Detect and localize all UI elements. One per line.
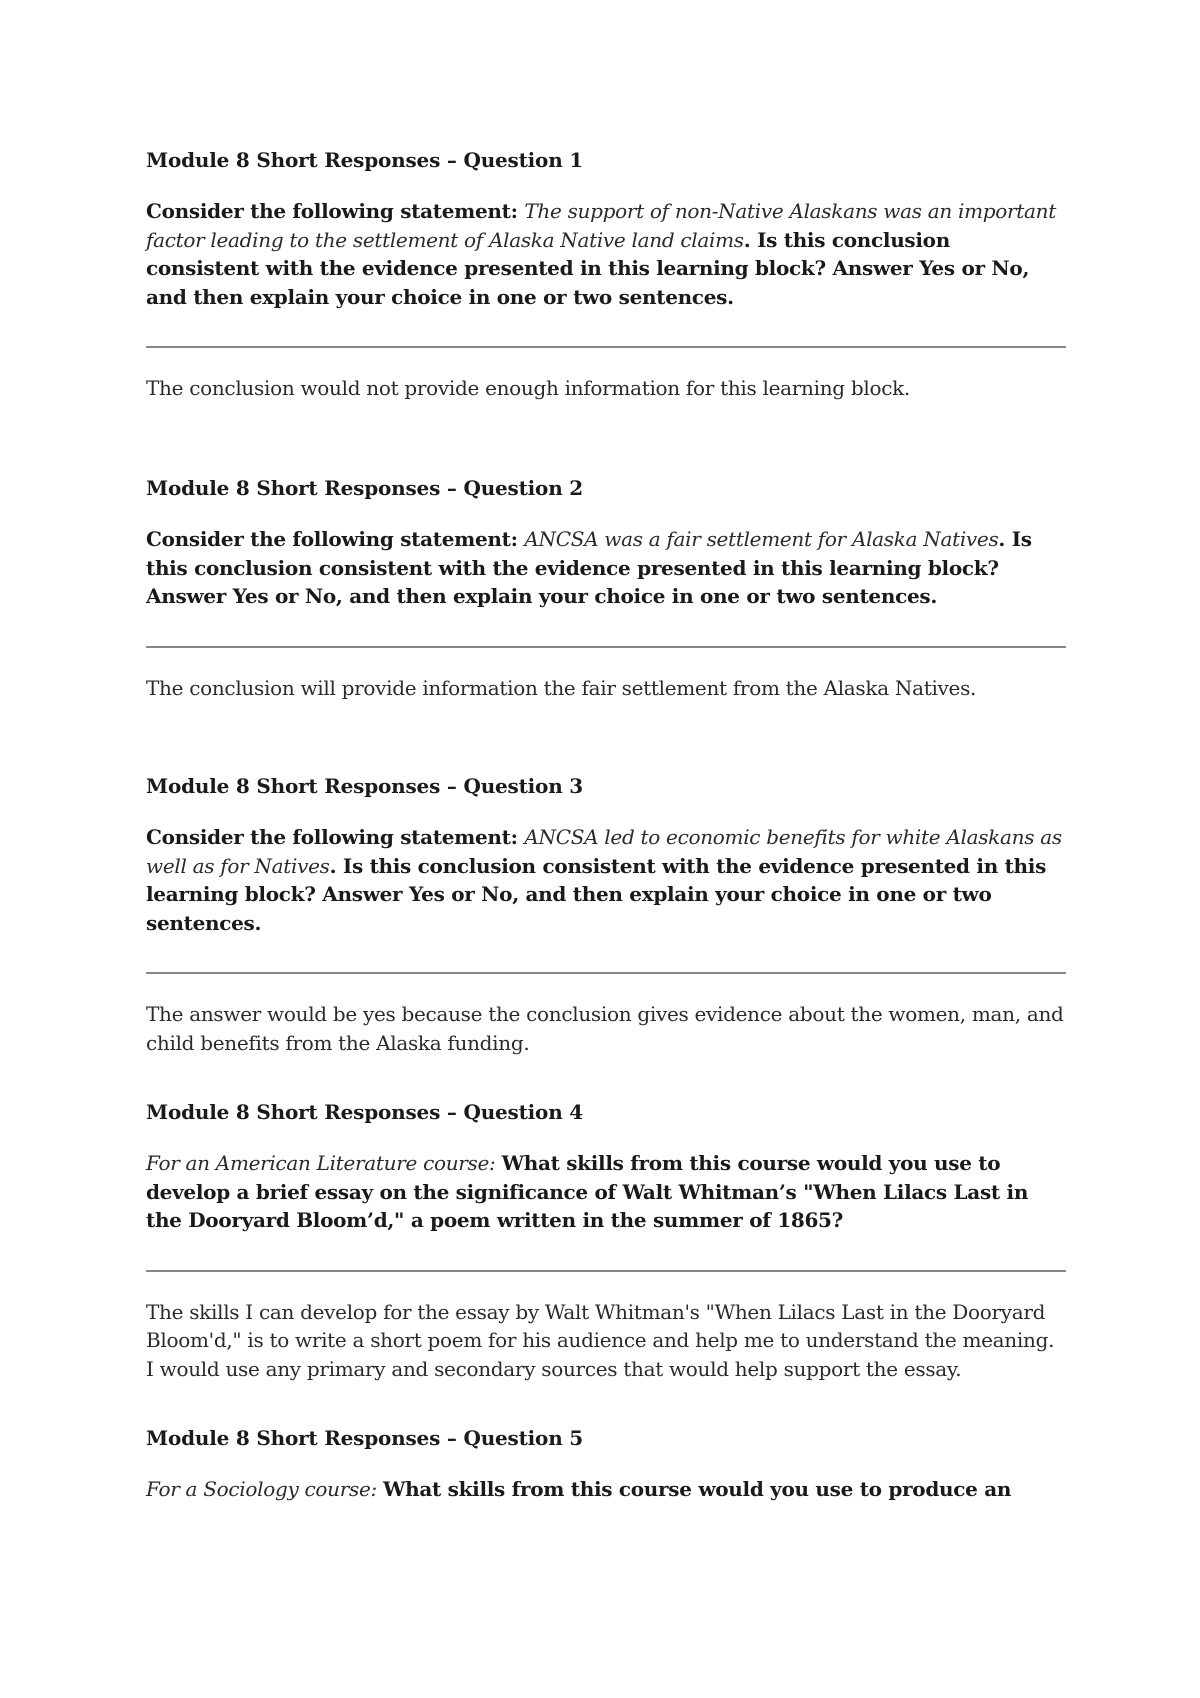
question-2-prompt bbox=[146, 525, 1066, 611]
question-3 bbox=[146, 772, 1066, 1057]
question-5-prompt-tail: What skills from this course would you use to produce an bbox=[382, 1477, 1012, 1501]
question-2-prompt-tail: . Is this conclusion consistent with the evidence presented in this learning block? Answer Yes or No, and then explain your choice in one or two sentences. bbox=[146, 527, 1032, 608]
question-2-answer: The conclusion will provide information the fair settlement from the Alaska Natives. bbox=[146, 675, 977, 700]
question-2 bbox=[146, 474, 1066, 702]
question-4 bbox=[146, 1098, 1066, 1383]
question-4-course-context: For an American Literature course: bbox=[146, 1151, 502, 1175]
question-1-prompt bbox=[146, 197, 1066, 311]
question-3-answer: The answer would be yes because the conclusion gives evidence about the women, man, and child benefits from the Alaska funding. bbox=[146, 1002, 1064, 1055]
question-5-title: Module 8 Short Responses – Question 5 bbox=[146, 1426, 584, 1450]
answer-divider bbox=[146, 646, 1066, 648]
answer-divider bbox=[146, 972, 1066, 974]
question-4-title: Module 8 Short Responses – Question 4 bbox=[146, 1100, 584, 1124]
question-2-statement: ANCSA was a fair settlement for Alaska Natives bbox=[524, 527, 999, 551]
answer-divider bbox=[146, 346, 1066, 348]
question-4-prompt bbox=[146, 1149, 1066, 1235]
question-1-prompt-tail: . Is this conclusion consistent with the evidence presented in this learning block? Answer Yes or No, and then explain your choice in one or two sentences. bbox=[146, 227, 1030, 309]
question-5-course-context: For a Sociology course: bbox=[146, 1477, 383, 1501]
question-3-prompt bbox=[146, 823, 1066, 937]
question-2-title: Module 8 Short Responses – Question 2 bbox=[146, 476, 584, 500]
question-1-statement: The support of non-Native Alaskans was an important factor leading to the settlement of Alaska Native land claims bbox=[146, 199, 1056, 252]
question-5-prompt bbox=[146, 1475, 1066, 1504]
question-1-title: Module 8 Short Responses – Question 1 bbox=[146, 148, 584, 172]
question-1-answer: The conclusion would not provide enough information for this learning block. bbox=[146, 376, 910, 400]
question-3-title: Module 8 Short Responses – Question 3 bbox=[146, 774, 584, 798]
question-1-prompt-lead: Consider the following statement: bbox=[146, 199, 525, 223]
question-2-prompt-lead: Consider the following statement: bbox=[146, 527, 525, 551]
answer-divider bbox=[146, 1270, 1066, 1272]
question-5 bbox=[146, 1424, 1066, 1504]
question-4-prompt-tail: What skills from this course would you use to develop a brief essay on the significance of Walt Whitman’s "When Lilacs Last in the Dooryard Bloom’d," a poem written in the summer of 1865? bbox=[146, 1151, 1029, 1232]
question-3-statement: ANCSA led to economic benefits for white Alaskans as well as for Natives bbox=[146, 825, 1062, 878]
question-1 bbox=[146, 146, 1066, 403]
question-4-answer: The skills I can develop for the essay by Walt Whitman's "When Lilacs Last in the Dooryard Bloom'd," is to write a short poem for his audience and help me to understand the meaning. I would use any primary and secondary sources that would help support the essay. bbox=[146, 1299, 1055, 1381]
question-3-prompt-tail: . Is this conclusion consistent with the evidence presented in this learning block? Answer Yes or No, and then explain your choice in one or two sentences. bbox=[146, 853, 1047, 935]
question-3-prompt-lead: Consider the following statement: bbox=[146, 825, 525, 849]
